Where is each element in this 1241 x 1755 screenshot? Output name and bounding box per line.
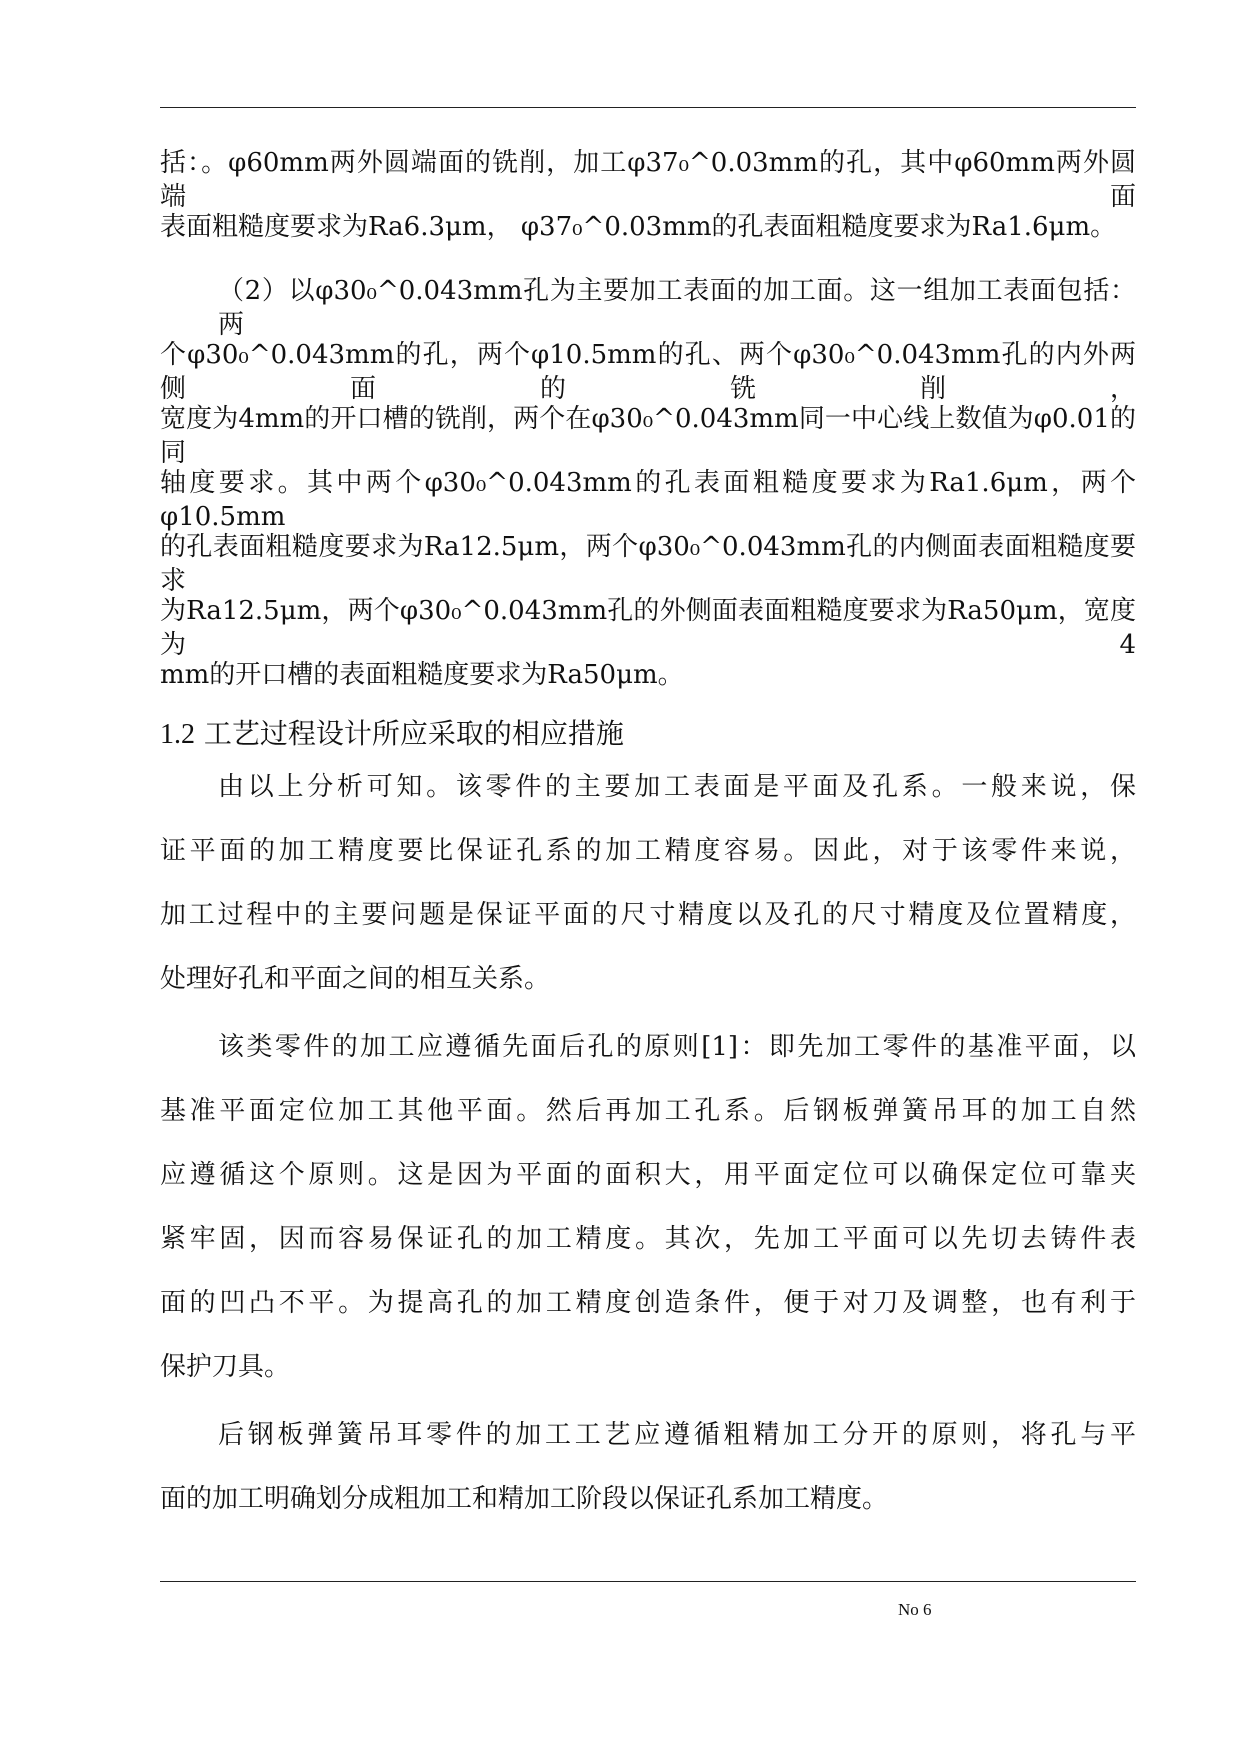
text-line: 为Ra12.5μm，两个φ30₀^0.043mm孔的外侧面表面粗糙度要求为Ra50μm，宽度为4	[160, 596, 1136, 660]
footer-rule	[160, 1581, 1136, 1582]
text-line: 的孔表面粗糙度要求为Ra12.5μm，两个φ30₀^0.043mm孔的内侧面表面粗糙度要求	[160, 532, 1136, 596]
text-line: 加工过程中的主要问题是保证平面的尺寸精度以及孔的尺寸精度及位置精度，	[160, 900, 1136, 930]
text-line: 面的凹凸不平。为提高孔的加工精度创造条件，便于对刀及调整，也有利于	[160, 1288, 1136, 1318]
page-number: No 6	[898, 1600, 932, 1619]
text-line: （2）以φ30₀^0.043mm孔为主要加工表面的加工面。这一组加工表面包括：两	[218, 276, 1136, 340]
text-line: 紧牢固，因而容易保证孔的加工精度。其次，先加工平面可以先切去铸件表	[160, 1224, 1136, 1254]
section-title: 工艺过程设计所应采取的相应措施	[203, 717, 624, 750]
text-line: 轴度要求。其中两个φ30₀^0.043mm的孔表面粗糙度要求为Ra1.6μm，两个φ10.5mm	[160, 468, 1136, 532]
text-line: 由以上分析可知。该零件的主要加工表面是平面及孔系。一般来说，保	[218, 772, 1136, 802]
text-line: 应遵循这个原则。这是因为平面的面积大，用平面定位可以确保定位可靠夹	[160, 1160, 1136, 1190]
text-line: 宽度为4mm的开口槽的铣削，两个在φ30₀^0.043mm同一中心线上数值为φ0.01的同	[160, 404, 1136, 468]
section-heading	[160, 717, 624, 752]
text-line: 基准平面定位加工其他平面。然后再加工孔系。后钢板弹簧吊耳的加工自然	[160, 1096, 1136, 1126]
text-line: 证平面的加工精度要比保证孔系的加工精度容易。因此，对于该零件来说，	[160, 836, 1136, 866]
text-line: 处理好孔和平面之间的相互关系。	[160, 964, 551, 994]
text-line: 保护刀具。	[160, 1352, 291, 1382]
text-line: 面的加工明确划分成粗加工和精加工阶段以保证孔系加工精度。	[160, 1484, 889, 1514]
section-number: 1.2	[160, 719, 195, 750]
text-line: 该类零件的加工应遵循先面后孔的原则[1]：即先加工零件的基准平面，以	[218, 1032, 1136, 1062]
header-rule	[160, 107, 1136, 108]
text-line: 括：。φ60mm两外圆端面的铣削，加工φ37₀^0.03mm的孔，其中φ60mm两外圆端面	[160, 148, 1136, 212]
text-line: 个φ30₀^0.043mm的孔，两个φ10.5mm的孔、两个φ30₀^0.043mm孔的内外两侧面的铣削，	[160, 340, 1136, 404]
text-line: mm的开口槽的表面粗糙度要求为Ra50μm。	[160, 660, 684, 690]
text-line: 表面粗糙度要求为Ra6.3μm， φ37₀^0.03mm的孔表面粗糙度要求为Ra1.6μm。	[160, 212, 1117, 242]
text-line: 后钢板弹簧吊耳零件的加工工艺应遵循粗精加工分开的原则，将孔与平	[218, 1420, 1136, 1450]
